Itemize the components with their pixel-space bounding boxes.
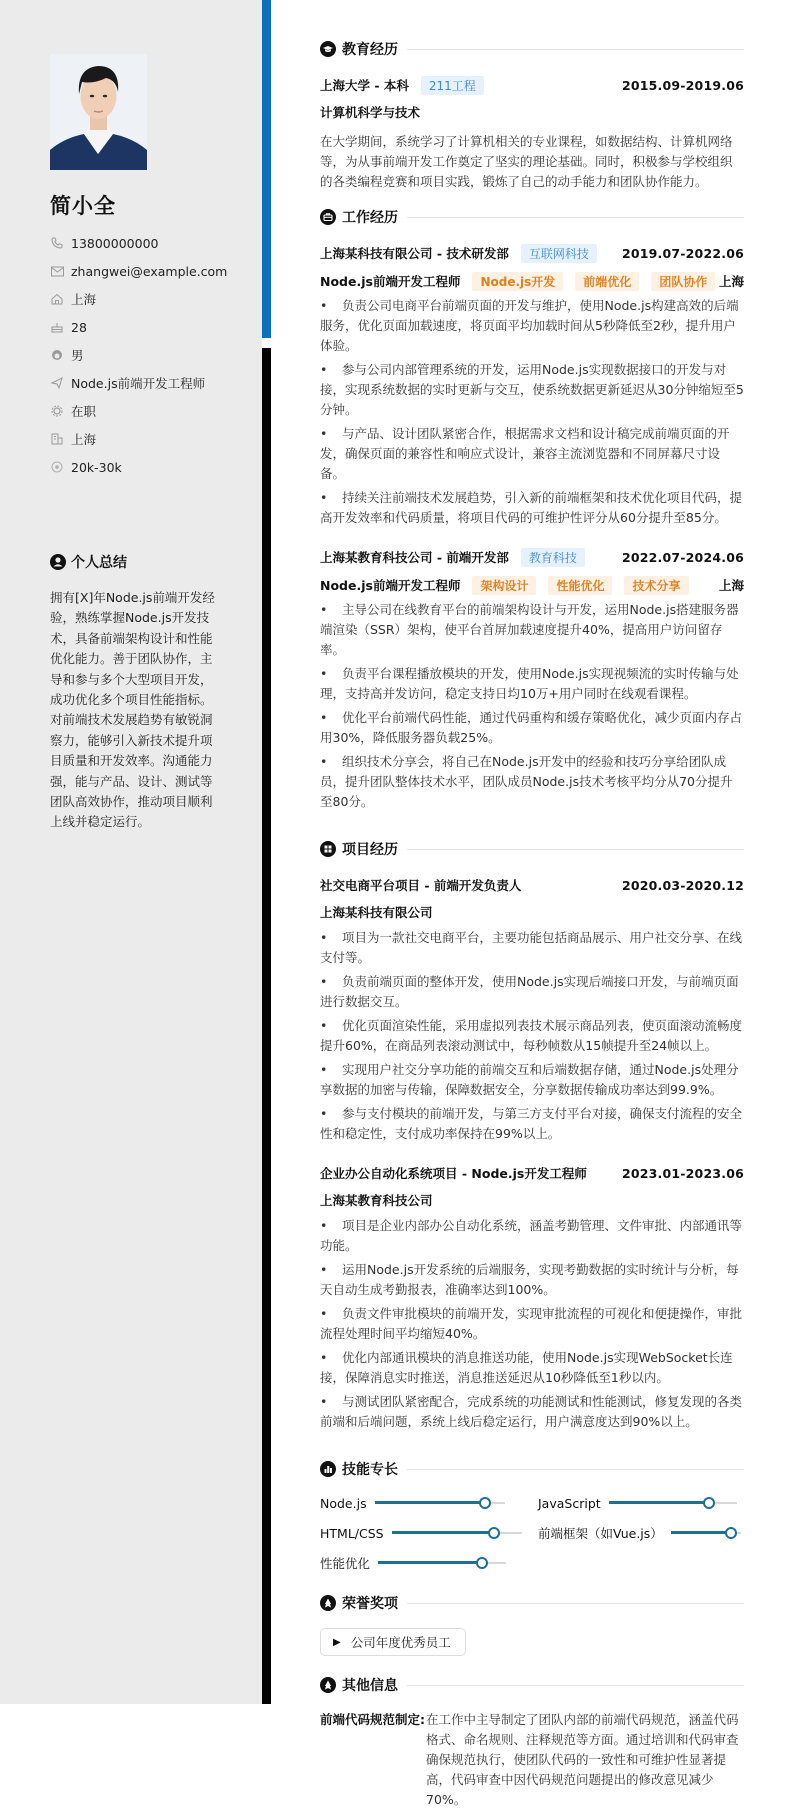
project-date: 2020.03-2020.12: [621, 877, 744, 893]
other-key: 前端代码规范制定:: [320, 1712, 425, 1727]
star-icon: [320, 1677, 336, 1693]
job-city: 上海: [718, 274, 744, 289]
accent-bar-top: [262, 0, 271, 338]
other-value: 在工作中主导制定了团队内部的前端代码规范，涵盖代码格式、命名规则、注释规范等方面。通过培训和代码审查确保规范执行，使团队代码的一致性和可维护性显著提高，代码审查中因代码规范问题提出的修改意见减少70%。: [426, 1712, 739, 1807]
job-role: Node.js前端开发工程师: [320, 578, 461, 593]
list-item: • 持续关注前端技术发展趋势，引入新的前端框架和技术优化项目代码，提高开发效率和代码质量，将项目代码的可维护性评分从60分提升至85分。: [320, 490, 743, 525]
school-tag: 211工程: [421, 76, 484, 95]
projects-heading: 项目经历: [320, 838, 744, 860]
candidate-name: 简小全: [50, 194, 116, 218]
education-entry: [320, 74, 744, 192]
info-target-city: 上海: [50, 425, 227, 453]
divider: [407, 217, 744, 218]
list-item: • 优化内部通讯模块的消息推送功能，使用Node.js实现WebSocket长连接，保障消息实时推送，消息推送延迟从10秒降低至1秒以内。: [320, 1350, 733, 1385]
list-item: • 与产品、设计团队紧密合作，根据需求文档和设计稿完成前端页面的开发，确保页面的兼容性和响应式设计，兼容主流浏览器和不同屏幕尺寸设备。: [320, 426, 730, 481]
skill-item: 性能优化: [320, 1554, 538, 1572]
summary-text: 拥有[X]年Node.js前端开发经验，熟练掌握Node.js开发技术，具备前端架构设计和性能优化能力。善于团队协作，主导和参与多个大型项目开发，成功优化多个项目性能指标。对前端技术发展趋势有敏锐洞察力，能够引入新技术提升项目质量和开发效率。沟通能力强，能与产品、设计、测试等团队高效协作，推动项目顺利上线并稳定运行。: [50, 590, 215, 830]
job-entry: [320, 546, 744, 812]
other-heading: 其他信息: [320, 1674, 744, 1696]
school-name: 上海大学 - 本科: [320, 78, 409, 93]
building-icon: [50, 432, 64, 446]
skill-tag: 技术分享: [624, 576, 688, 595]
divider: [407, 49, 744, 50]
list-item: • 项目为一款社交电商平台，主要功能包括商品展示、用户社交分享、在线支付等。: [320, 930, 743, 965]
list-item: • 组织技术分享会，将自己在Node.js开发中的经验和技巧分享给团队成员，提升团队整体技术水平，团队成员Node.js技术考核平均分从70分提升至80分。: [320, 754, 733, 809]
mail-icon: [50, 264, 64, 278]
skill-item: JavaScript: [538, 1494, 744, 1512]
company-name: 上海某教育科技公司 - 前端开发部: [320, 550, 509, 565]
info-age: 28: [50, 313, 227, 341]
other-item: [320, 1710, 744, 1810]
skill-tag: 前端优化: [575, 272, 639, 291]
major: 计算机科学与技术: [320, 105, 421, 120]
avatar: [50, 54, 147, 170]
project-company: 上海某教育科技公司: [320, 1193, 433, 1208]
project-company: 上海某科技有限公司: [320, 905, 433, 920]
list-item: • 主导公司在线教育平台的前端架构设计与开发，运用Node.js搭建服务器端渲染（SSR）架构，使平台首屏加载速度提升40%，提高用户访问留存率。: [320, 602, 739, 657]
info-gender: 男: [50, 341, 227, 369]
job-date: 2019.07-2022.06: [621, 245, 744, 261]
skill-tag: 团队协作: [651, 272, 715, 291]
list-item: • 负责前端页面的整体开发，使用Node.js实现后端接口开发，与前端页面进行数据交互。: [320, 974, 739, 1009]
skill-slider[interactable]: [609, 1497, 737, 1509]
list-item: • 参与公司内部管理系统的开发，运用Node.js实现数据接口的开发与对接，实现系统数据的实时更新与交互，使系统数据更新延迟从30分钟缩短至5分钟。: [320, 362, 744, 417]
divider: [407, 1685, 744, 1686]
honors-heading: 荣誉奖项: [320, 1592, 744, 1614]
list-item: • 负责文件审批模块的前端开发，实现审批流程的可视化和便捷操作，审批流程处理时间平均缩短40%。: [320, 1306, 743, 1341]
skills-heading: 技能专长: [320, 1458, 744, 1480]
job-date: 2022.07-2024.06: [621, 549, 744, 565]
education-description: 在大学期间，系统学习了计算机相关的专业课程，如数据结构、计算机网络等，为从事前端开发工作奠定了坚实的理论基础。同时，积极参与学校组织的各类编程竞赛和项目实践，锻炼了自己的动手能力和团队协作能力。: [320, 134, 733, 189]
skill-item: 前端框架（如Vue.js）: [538, 1524, 744, 1542]
list-item: • 与测试团队紧密配合，完成系统的功能测试和性能测试，修复发现的各类前端和后端问题，系统上线后稳定运行，用户满意度达到90%以上。: [320, 1394, 743, 1429]
skill-tag: 架构设计: [472, 576, 536, 595]
phone-icon: [50, 236, 64, 250]
briefcase-icon: [320, 209, 336, 225]
divider: [407, 1603, 744, 1604]
user-circle-icon: [50, 554, 66, 570]
skill-item: HTML/CSS: [320, 1524, 538, 1542]
job-role: Node.js前端开发工程师: [320, 274, 461, 289]
status-icon: [50, 404, 64, 418]
list-item: • 负责平台课程播放模块的开发，使用Node.js实现视频流的实时传输与处理，支持高并发访问，稳定支持日均10万+用户同时在线观看课程。: [320, 666, 739, 701]
project-name: 社交电商平台项目 - 前端开发负责人: [320, 878, 522, 893]
skill-slider[interactable]: [392, 1527, 522, 1539]
info-status: 在职: [50, 397, 227, 425]
salary-icon: [50, 460, 64, 474]
education-date: 2015.09-2019.06: [621, 77, 744, 93]
list-item: • 参与支付模块的前端开发，与第三方支付平台对接，确保支付流程的安全性和稳定性，支付成功率保持在99%以上。: [320, 1106, 743, 1141]
info-email: zhangwei@example.com: [50, 257, 227, 285]
company-name: 上海某科技有限公司 - 技术研发部: [320, 246, 509, 261]
bar-chart-icon: [320, 1461, 336, 1477]
info-salary: 20k-30k: [50, 453, 227, 481]
send-icon: [50, 376, 64, 390]
skill-slider[interactable]: [378, 1557, 506, 1569]
job-city: 上海: [718, 578, 744, 593]
contact-info-list: [50, 229, 227, 481]
summary-heading: 个人总结: [50, 552, 127, 572]
education-heading: 教育经历: [320, 38, 744, 60]
list-item: • 负责公司电商平台前端页面的开发与维护，使用Node.js构建高效的后端服务，优化页面加载速度，将页面平均加载时间从5秒降低至2秒，提升用户体验。: [320, 298, 739, 353]
skill-slider[interactable]: [671, 1527, 741, 1539]
main-content: [320, 38, 744, 1810]
skills-grid: [320, 1494, 744, 1572]
skill-tag: 性能优化: [548, 576, 612, 595]
info-position: Node.js前端开发工程师: [50, 369, 227, 397]
graduation-cap-icon: [320, 41, 336, 57]
project-date: 2023.01-2023.06: [621, 1165, 744, 1181]
project-entry: [320, 874, 744, 1144]
divider: [407, 849, 744, 850]
accent-bar-bottom: [262, 348, 271, 1704]
divider: [407, 1469, 744, 1470]
list-item: • 实现用户社交分享功能的前端交互和后端数据存储，通过Node.js处理分享数据的加密与传输，保障数据安全，分享数据传输成功率达到99.9%。: [320, 1062, 739, 1097]
list-item: • 优化平台前端代码性能，通过代码重构和缓存策略优化，减少页面内存占用30%，降低服务器负载25%。: [320, 710, 743, 745]
list-item: • 项目是企业内部办公自动化系统，涵盖考勤管理、文件审批、内部通讯等功能。: [320, 1218, 743, 1253]
skill-item: Node.js: [320, 1494, 538, 1512]
honor-item[interactable]: ▶ 公司年度优秀员工: [320, 1628, 466, 1656]
info-phone: 13800000000: [50, 229, 227, 257]
job-entry: [320, 242, 744, 528]
skill-tag: Node.js开发: [472, 272, 563, 291]
list-item: • 优化页面渲染性能，采用虚拟列表技术展示商品列表，使页面滚动流畅度提升60%，在商品列表滚动测试中，每秒帧数从15帧提升至24帧以上。: [320, 1018, 743, 1053]
skill-slider[interactable]: [375, 1497, 505, 1509]
work-heading: 工作经历: [320, 206, 744, 228]
home-icon: [50, 292, 64, 306]
gender-icon: [50, 348, 64, 362]
grid-icon: [320, 841, 336, 857]
award-icon: [320, 1595, 336, 1611]
project-entry: [320, 1162, 744, 1432]
play-triangle-icon: ▶: [333, 1636, 341, 1648]
industry-tag: 教育科技: [521, 548, 585, 567]
industry-tag: 互联网科技: [521, 244, 597, 263]
project-name: 企业办公自动化系统项目 - Node.js开发工程师: [320, 1166, 587, 1181]
list-item: • 运用Node.js开发系统的后端服务，实现考勤数据的实时统计与分析，每天自动生成考勤报表，准确率达到100%。: [320, 1262, 739, 1297]
cake-icon: [50, 320, 64, 334]
info-location: 上海: [50, 285, 227, 313]
